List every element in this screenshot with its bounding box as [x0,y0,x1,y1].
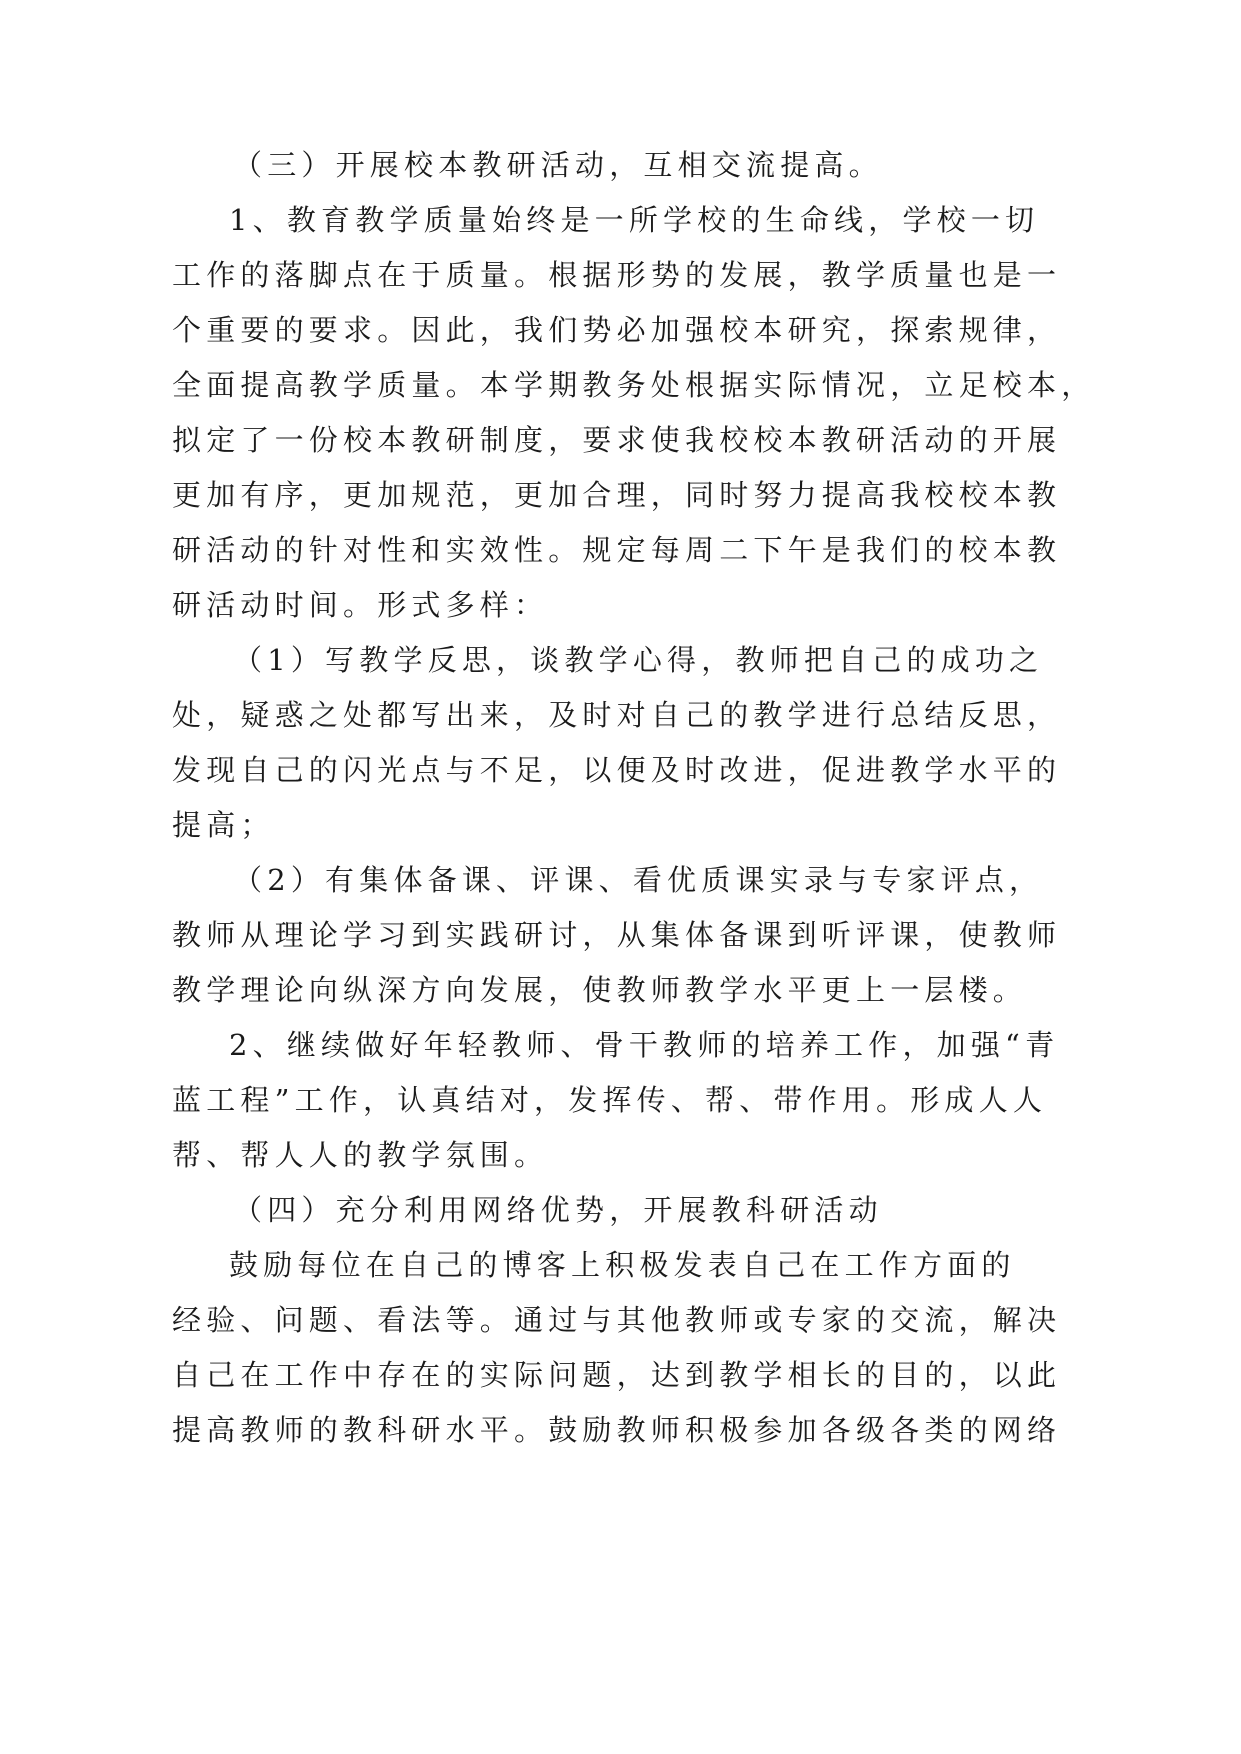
paragraph-line: 提高教师的教科研水平。鼓励教师积极参加各级各类的网络 [172,1413,1062,1447]
section-heading-4: （四）充分利用网络优势，开展教科研活动 [233,1193,883,1227]
paragraph-line: 教师从理论学习到实践研讨，从集体备课到听评课，使教师 [172,918,1062,952]
paragraph-line: （1）写教学反思，谈教学心得，教师把自己的成功之 [233,643,1044,677]
paragraph-line: 教学理论向纵深方向发展，使教师教学水平更上一层楼。 [172,973,1028,1007]
paragraph-line: 个重要的要求。因此，我们势必加强校本研究，探索规律， [172,313,1062,347]
paragraph-line: 全面提高教学质量。本学期教务处根据实际情况，立足校本， [172,368,1096,402]
paragraph-line: 1、教育教学质量始终是一所学校的生命线，学校一切 [229,203,1040,237]
paragraph-line: 鼓励每位在自己的博客上积极发表自己在工作方面的 [229,1248,1016,1282]
paragraph-line: 提高； [172,808,275,842]
paragraph-line: 拟定了一份校本教研制度，要求使我校校本教研活动的开展 [172,423,1062,457]
paragraph-line: 处，疑惑之处都写出来，及时对自己的教学进行总结反思， [172,698,1062,732]
paragraph-line: 经验、问题、看法等。通过与其他教师或专家的交流，解决 [172,1303,1062,1337]
paragraph-line: 帮、帮人人的教学氛围。 [172,1138,549,1172]
paragraph-line: 研活动的针对性和实效性。规定每周二下午是我们的校本教 [172,533,1062,567]
paragraph-line: 工作的落脚点在于质量。根据形势的发展，教学质量也是一 [172,258,1062,292]
paragraph-line: 发现自己的闪光点与不足，以便及时改进，促进教学水平的 [172,753,1062,787]
paragraph-line: 更加有序，更加规范，更加合理，同时努力提高我校校本教 [172,478,1062,512]
paragraph-line: 蓝工程”工作，认真结对，发挥传、帮、带作用。形成人人 [172,1083,1048,1117]
section-heading-3: （三）开展校本教研活动，互相交流提高。 [233,148,883,182]
paragraph-line: 2、继续做好年轻教师、骨干教师的培养工作，加强“青 [229,1028,1060,1062]
paragraph-line: 自己在工作中存在的实际问题，达到教学相长的目的，以此 [172,1358,1062,1392]
paragraph-line: 研活动时间。形式多样： [172,588,549,622]
paragraph-line: （2）有集体备课、评课、看优质课实录与专家评点， [233,863,1044,897]
